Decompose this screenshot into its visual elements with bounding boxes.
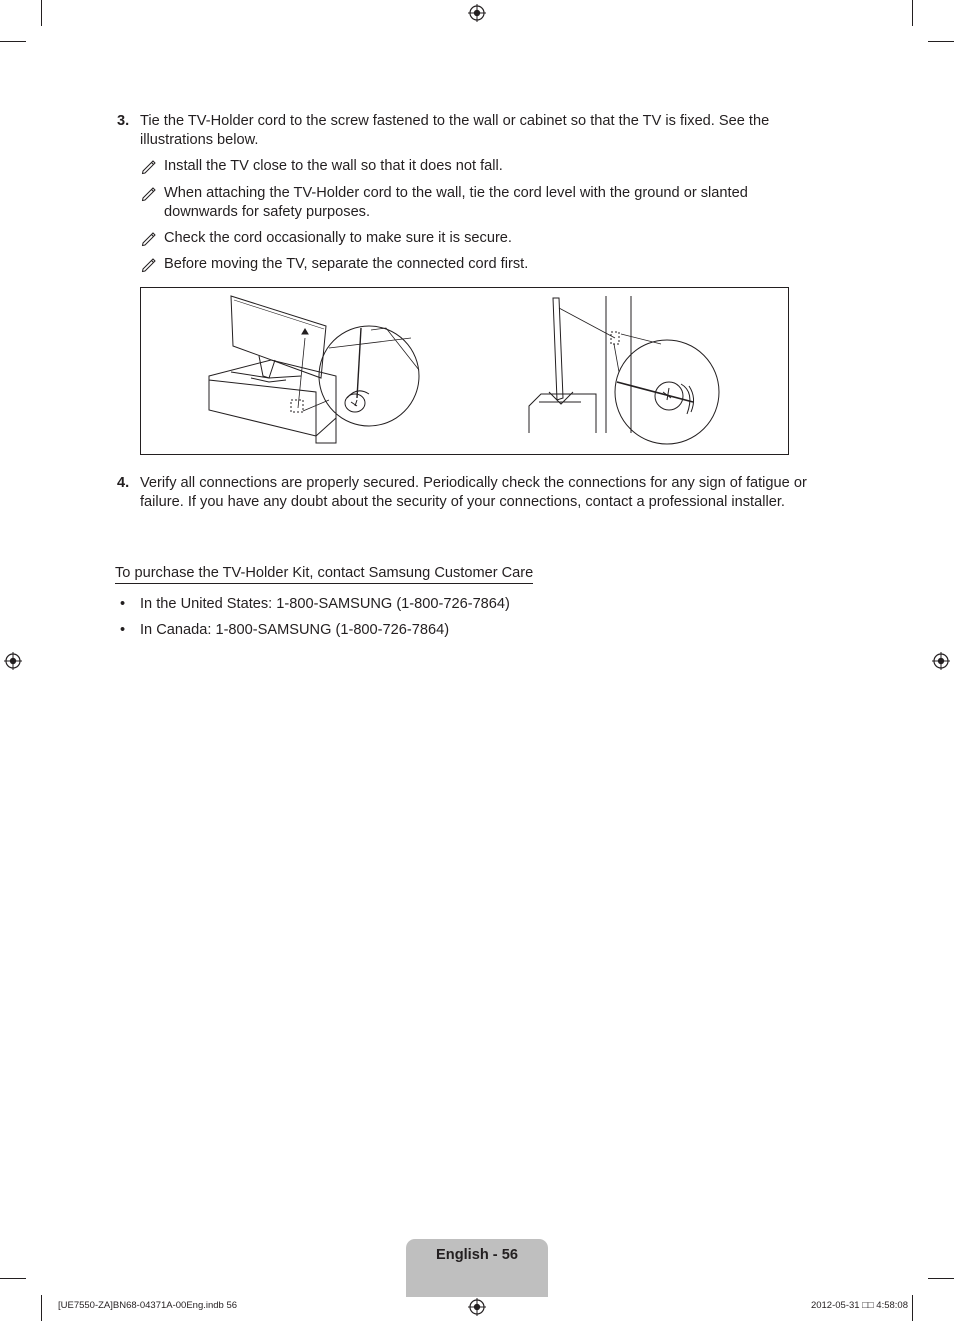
section-heading: To purchase the TV-Holder Kit, contact Samsung Customer Care [115, 564, 533, 584]
registration-mark-icon [468, 4, 486, 22]
registration-mark-icon [468, 1298, 486, 1316]
note-text: Before moving the TV, separate the connected cord first. [164, 256, 529, 272]
pencil-note-icon [140, 184, 158, 202]
crop-mark [41, 0, 42, 26]
magnifier-right-drawing [614, 334, 719, 444]
step-4 [117, 474, 837, 511]
crop-mark [928, 1278, 954, 1279]
pencil-note-icon [140, 157, 158, 175]
wall-drawing [606, 296, 631, 433]
file-slug: [UE7550-ZA]BN68-04371A-00Eng.indb 56 [58, 1300, 238, 1311]
note-text: When attaching the TV-Holder cord to the wall, tie the cord level with the ground or slanted downwards for safety purposes. [164, 185, 748, 220]
contact-item [120, 621, 449, 639]
step-text: Verify all connections are properly secured. Periodically check the connections for any sign of fatigue or failure. If you have any doubt about the security of your connections, contact a professional installer. [140, 475, 807, 510]
step-number: 3. [117, 113, 130, 129]
tv-drawing [231, 296, 326, 382]
contact-text: In the United States: 1-800-SAMSUNG (1-800-726-7864) [140, 596, 510, 612]
step-number: 4. [117, 475, 130, 491]
crop-mark [0, 1278, 26, 1279]
note-item [140, 255, 820, 274]
tv-holder-illustration [140, 287, 789, 455]
registration-mark-icon [932, 652, 950, 670]
note-item [140, 157, 820, 176]
note-text: Install the TV close to the wall so that it does not fall. [164, 158, 503, 174]
pencil-note-icon [140, 229, 158, 247]
bullet-dot: • [120, 622, 126, 638]
note-item [140, 229, 820, 248]
page-label: English - 56 [436, 1247, 518, 1263]
step-text: Tie the TV-Holder cord to the screw fastened to the wall or cabinet so that the TV is fixed. See the illustrations below. [140, 113, 770, 148]
bullet-dot: • [120, 596, 126, 612]
step-3 [117, 112, 837, 149]
contact-text: In Canada: 1-800-SAMSUNG (1-800-726-7864) [140, 622, 450, 638]
contact-item [120, 595, 510, 613]
note-text: Check the cord occasionally to make sure it is secure. [164, 230, 512, 246]
crop-mark [912, 0, 913, 26]
illustration-drawing [141, 288, 788, 454]
crop-mark [928, 41, 954, 42]
note-item [140, 184, 820, 221]
cabinet-drawing [209, 360, 336, 443]
print-timestamp: 2012-05-31 □□ 4:58:08 [810, 1300, 908, 1311]
registration-mark-icon [4, 652, 22, 670]
crop-mark [41, 1295, 42, 1321]
crop-mark [912, 1295, 913, 1321]
page-number-tab [406, 1239, 548, 1297]
crop-mark [0, 41, 26, 42]
pencil-note-icon [140, 255, 158, 273]
